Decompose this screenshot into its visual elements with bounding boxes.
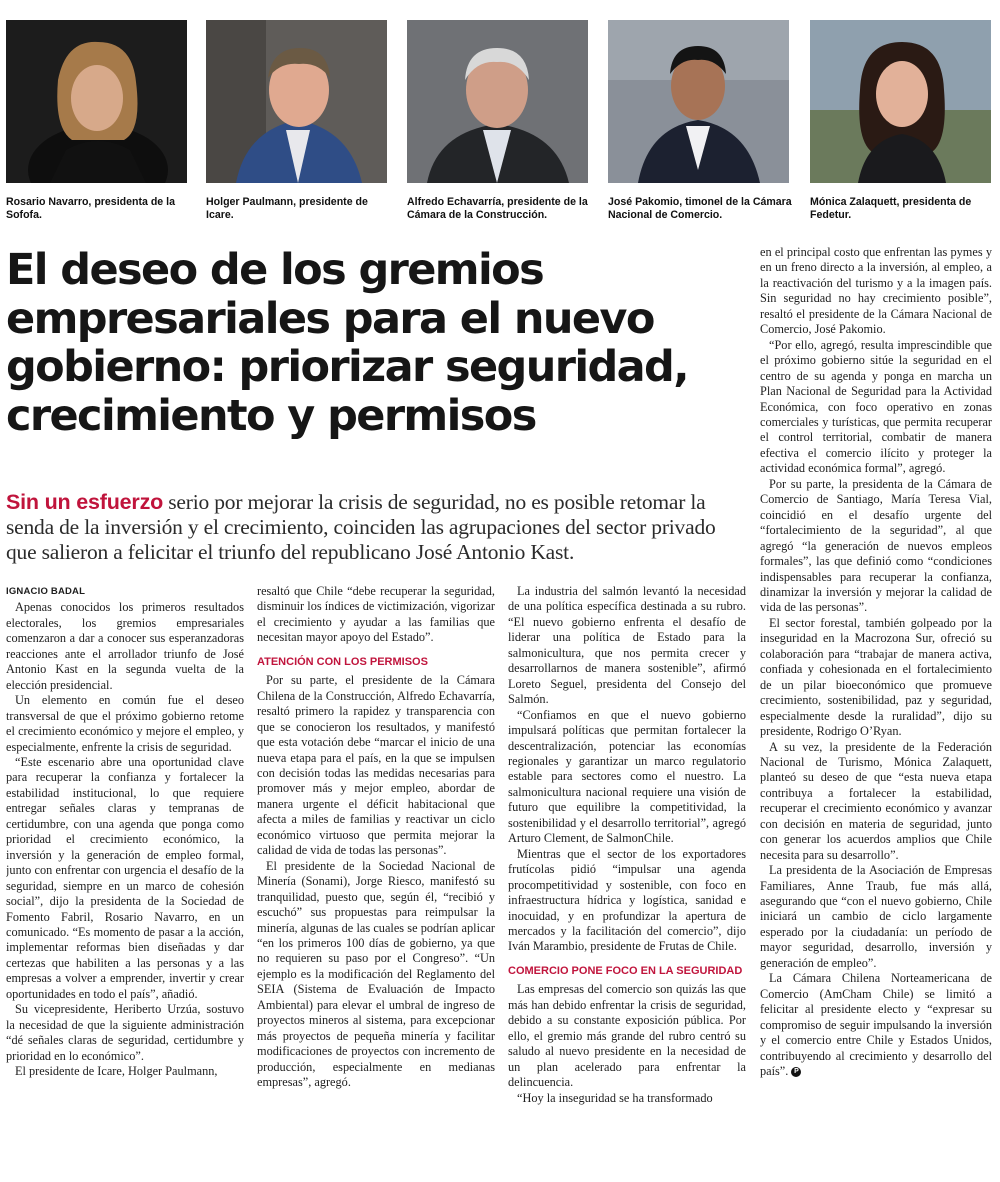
paragraph: Por su parte, la presidenta de la Cámara de Comercio de Santiago, María Teresa Vial, coincidió en el desafío urgente del “fortalecimiento de la seguridad”, al que agregó “la generación de nuevos empleos formales”, las que definió como “condiciones indispensables para recuperar la confianza, dinamizar la inversión y mejorar la calidad de vida de las personas”. bbox=[760, 476, 992, 615]
paragraph bbox=[760, 971, 992, 1079]
last-paragraph-text: La Cámara Chilena Norteamericana de Comercio (AmCham Chile) se limitó a felicitar al presidente electo y “expresar su compromiso de seguir impulsando la inversión y el comercio entre Chile y Estados Unidos, contribuyendo al crecimiento y desarrollo del país”. bbox=[760, 971, 992, 1079]
paragraph: La presidenta de la Asociación de Empresas Familiares, Anne Traub, fue más allá, asegurando que “con el nuevo gobierno, Chile iniciará un cambio de ciclo largamente esperado por la ciudadanía: un período de mayor seguridad, desarrollo, inversión y generación de empleo”. bbox=[760, 863, 992, 970]
article-column-1 bbox=[6, 584, 244, 1174]
article-column-4 bbox=[760, 245, 992, 1175]
photo-caption: Mónica Zalaquett, presidenta de Fedetur. bbox=[810, 196, 972, 222]
paragraph: Por su parte, el presidente de la Cámara Chilena de la Construcción, Alfredo Echavarría, resaltó primero la rapidez y transparencia con que se conocieron los resultados, y manifestó que esta votación debe “marcar el inicio de una nueva etapa para el país, en la que se impulsen con decisión todas las medidas necesarias para promover más y mejor empleo, abordar de manera urgente el déficit habitacional que afecta a miles de familias y reactivar un ciclo económico virtuoso que permita mejorar la calidad de vida de todas las personas”. bbox=[257, 673, 495, 858]
photo-caption: Rosario Navarro, presidenta de la Sofofa. bbox=[6, 196, 175, 222]
photo-caption: Alfredo Echavarría, presidente de la Cámara de la Construcción. bbox=[407, 196, 588, 222]
paragraph: El presidente de Icare, Holger Paulmann, bbox=[15, 1064, 218, 1079]
photo-caption: Holger Paulmann, presidente de Icare. bbox=[206, 196, 368, 222]
paragraph: Apenas conocidos los primeros resultados electorales, los gremios empresariales comenzaron a dar a conocer sus esperanzadoras reacciones ante el arrollador triunfo de José Antonio Kast en la segunda vuelta de la elección presidencial. bbox=[6, 600, 244, 692]
paragraph: “Confiamos en que el nuevo gobierno impulsará políticas que permitan fortalecer la descentralización, potenciar las economías regionales y garantizar un marco regulatorio estable para sectores como el nuestro. La salmonicultura nacional requiere una visión de futuro que equilibre la competitividad, la sostenibilidad y el desarrollo territorial”, agregó Arturo Clement, de SalmonChile. bbox=[508, 707, 746, 846]
paragraph: “Hoy la inseguridad se ha transformado bbox=[517, 1090, 713, 1105]
paragraph: El presidente de la Sociedad Nacional de Minería (Sonami), Jorge Riesco, manifestó su tranquilidad, puesto que, según él, “recibió y escuchó” sus propuestas para reimpulsar la minería, algunas de las cuales se podrían aplicar “en los primeros 100 días de gobierno, ya que no requieren su paso por el Congreso”. “Un ejemplo es la modificación del Reglamento del SEIA (Sistema de Evaluación de Impacto Ambiental) para elevar el umbral de ingreso de proyectos mineros al sistema, para excepcionar más proyectos de pequeña minería y facilitar modificaciones de proyectos con incremento de producción, especialmente en medianas empresas”, agregó. bbox=[257, 858, 495, 1090]
paragraph: La industria del salmón levantó la necesidad de una política específica destinada a su rubro. “El nuevo gobierno enfrenta el desafío de liderar una política de Estado para la salmonicultura, que nos permita crecer y desarrollarnos de manera sostenible”, afirmó Loreto Seguel, presidenta del Consejo del Salmón. bbox=[508, 584, 746, 707]
photo-jose-pakomio bbox=[608, 20, 789, 183]
section-subhead: ATENCIÓN CON LOS PERMISOS bbox=[257, 655, 428, 668]
article-headline: El deseo de los gremios empresariales para el nuevo gobierno: priorizar seguridad, crecimiento y permisos bbox=[6, 245, 688, 441]
paragraph: Mientras que el sector de los exportadores frutícolas pidió “impulsar una agenda procompetitividad y sostenible, con foco en infraestructura hídrica y logística, sanidad e inocuidad, y en profundizar la apertura de mercados y la facilitación del comercio”, dijo Iván Marambio, presidente de Frutas de Chile. bbox=[508, 846, 746, 954]
lead-accent: Sin un esfuerzo bbox=[6, 490, 164, 514]
lead-text: serio por mejorar la crisis de seguridad, no es posible retomar la senda de la inversión y el crecimiento, coinciden las agrupaciones del sector privado que salieron a felicitar el triunfo del republicano José Antonio Kast. bbox=[6, 490, 716, 564]
paragraph: A su vez, la presidente de la Federación Nacional de Turismo, Mónica Zalaquett, planteó su deseo de que “esta nueva etapa contribuya a fortalecer la estabilidad, recuperar el crecimiento económico y avanzar con decisión en materia de seguridad, junto con generar los acuerdos amplios que Chile necesita para su desarrollo”. bbox=[760, 739, 992, 862]
photo-caption: José Pakomio, timonel de la Cámara Nacional de Comercio. bbox=[608, 196, 792, 222]
end-mark-icon: P bbox=[791, 1067, 801, 1077]
paragraph: “Este escenario abre una oportunidad clave para recuperar la confianza y fortalecer la estabilidad institucional, lo que requiere entregar señales claras y tempranas de certidumbre, con una agenda que ponga como prioridad el crecimiento económico, la inversión y la generación de empleo formal, junto con enfrentar con urgencia el desafío de la seguridad, siempre en un marco de cohesión social”, dijo la presidenta de la Sociedad de Fomento Fabril, Rosario Navarro, en un comunicado. “Es momento de pasar a la acción, implementar reformas bien diseñadas y dar certezas que habiliten a las personas y a las empresas a volver a emprender, invertir y crear oportunidades en todo el país”, añadió. bbox=[6, 754, 244, 1001]
article-column-2 bbox=[257, 584, 495, 1174]
photo-monica-zalaquett bbox=[810, 20, 991, 183]
photo-alfredo-echavarria bbox=[407, 20, 588, 183]
section-subhead: COMERCIO PONE FOCO EN LA SEGURIDAD bbox=[508, 964, 743, 977]
photo-rosario-navarro bbox=[6, 20, 187, 183]
article-lead bbox=[6, 490, 746, 565]
paragraph: Las empresas del comercio son quizás las que más han debido enfrentar la crisis de seguridad, debido a su constante exposición pública. Por ello, el gremio más grande del rubro centró su saludo al nuevo presidente en la necesidad de un plan acelerado para enfrentar la delincuencia. bbox=[508, 982, 746, 1090]
article-column-3 bbox=[508, 584, 746, 1174]
paragraph: Un elemento en común fue el deseo transversal de que el próximo gobierno retome el crecimiento económico y mejore el empleo, y especialmente, enfrente la crisis de seguridad. bbox=[6, 693, 244, 754]
paragraph: Su vicepresidente, Heriberto Urzúa, sostuvo la necesidad de que la siguiente administración “dé señales claras de seguridad, certidumbre y prioridad en lo económico”. bbox=[6, 1002, 244, 1063]
paragraph: El sector forestal, también golpeado por la inseguridad en la Macrozona Sur, ofreció su colaboración para “trabajar de manera activa, confiada y cohesionada en el fortalecimiento de un pilar bioeconómico que promueve crecimiento, sostenibilidad, paz y seguridad, especialmente desde la ruralidad”, dijo su presidente, Rodrigo O’Ryan. bbox=[760, 615, 992, 739]
photo-holger-paulmann bbox=[206, 20, 387, 183]
paragraph: resaltó que Chile “debe recuperar la seguridad, disminuir los índices de victimización, vigorizar el crecimiento y ayudar a las familias que necesitan mayor apoyo del Estado”. bbox=[257, 584, 495, 645]
paragraph: “Por ello, agregó, resulta imprescindible que el próximo gobierno sitúe la seguridad en el centro de su agenda y ponga en marcha un Plan Nacional de Seguridad para la Actividad Económica, con foco operativo en zonas comerciales y turísticas, que permita recuperar el control territorial, combatir de manera efectiva el comercio ilícito y proteger la actividad económica formal”, agregó. bbox=[760, 337, 992, 476]
byline: IGNACIO BADAL bbox=[6, 586, 86, 597]
paragraph: en el principal costo que enfrentan las pymes y en un freno directo a la inversión, al empleo, a la reactivación del turismo y a la imagen país. Sin seguridad no hay crecimiento posible”, resaltó el presidente de la Cámara Nacional de Comercio, José Pakomio. bbox=[760, 245, 992, 337]
